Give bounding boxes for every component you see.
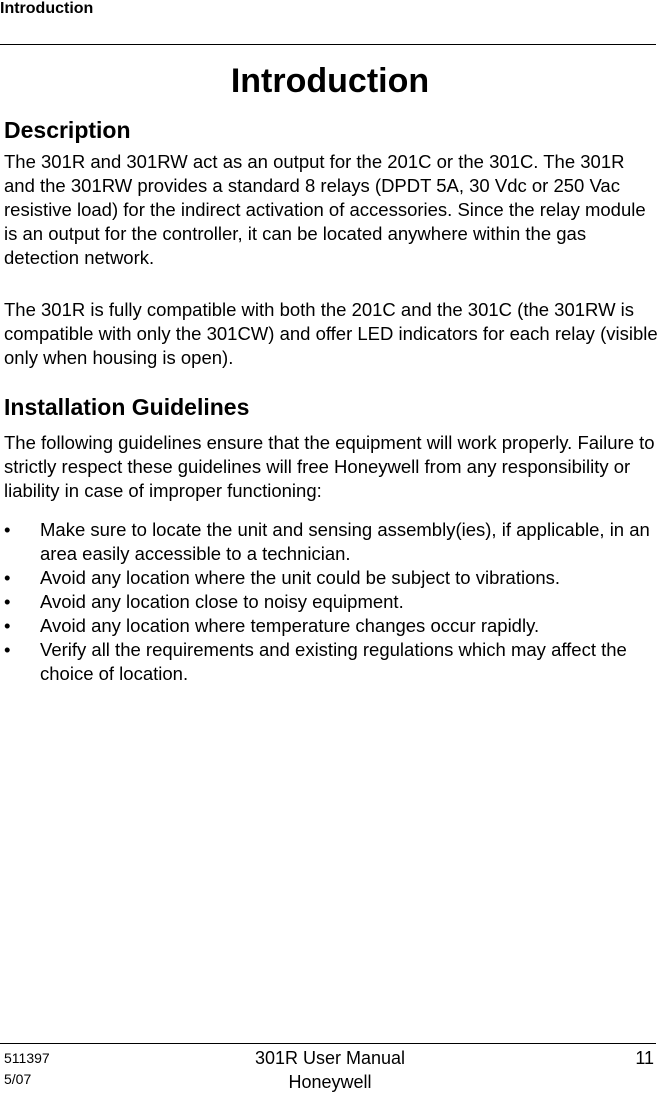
description-paragraph-1: The 301R and 301RW act as an output for the 201C or the 301C. The 301R and the 301RW provides a standard 8 relays (DPDT 5A, 30 Vdc or 250 Vac resistive load) for the indirect activation of accessories. Since the relay module is an output for the controller, it can be located anywhere within the gas detection network. [4, 151, 646, 268]
footer-divider [0, 1043, 656, 1044]
list-item-text: Verify all the requirements and existing regulations which may affect the choice of location. [40, 639, 627, 684]
header-divider [0, 44, 656, 45]
footer-doc-info [4, 1048, 50, 1090]
bullet-marker: • [4, 639, 11, 660]
list-item-text: Make sure to locate the unit and sensing assembly(ies), if applicable, in an area easily accessible to a technician. [40, 519, 650, 564]
list-item [4, 638, 660, 686]
list-item-text: Avoid any location where temperature changes occur rapidly. [40, 615, 540, 636]
bullet-marker: • [4, 519, 11, 540]
page-title: Introduction [230, 62, 430, 100]
list-item [4, 590, 660, 614]
bullet-marker: • [4, 591, 11, 612]
footer-manual-info [200, 1046, 460, 1094]
bullet-marker: • [4, 567, 11, 588]
manual-title: 301R User Manual [254, 1048, 406, 1068]
installation-intro: The following guidelines ensure that the equipment will work properly. Failure to strictly respect these guidelines will free Honeywell from any responsibility or liability in case of improper functioning: [4, 432, 655, 501]
running-header: Introduction [0, 0, 94, 17]
description-paragraph-2: The 301R is fully compatible with both the 201C and the 301C (the 301RW is compatible with only the 301CW) and offer LED indicators for each relay (visible only when housing is open). [4, 299, 658, 368]
list-item [4, 566, 660, 590]
list-item [4, 518, 660, 566]
description-heading: Description [4, 117, 131, 143]
list-item-text: Avoid any location close to noisy equipment. [40, 591, 404, 612]
page-number: 11 [635, 1048, 654, 1068]
installation-heading: Installation Guidelines [4, 394, 250, 420]
guidelines-list [4, 518, 660, 686]
doc-number: 511397 [4, 1050, 50, 1066]
list-item-text: Avoid any location where the unit could be subject to vibrations. [40, 567, 561, 588]
doc-date: 5/07 [4, 1071, 32, 1087]
company-name: Honeywell [288, 1072, 372, 1092]
list-item [4, 614, 660, 638]
bullet-marker: • [4, 615, 11, 636]
